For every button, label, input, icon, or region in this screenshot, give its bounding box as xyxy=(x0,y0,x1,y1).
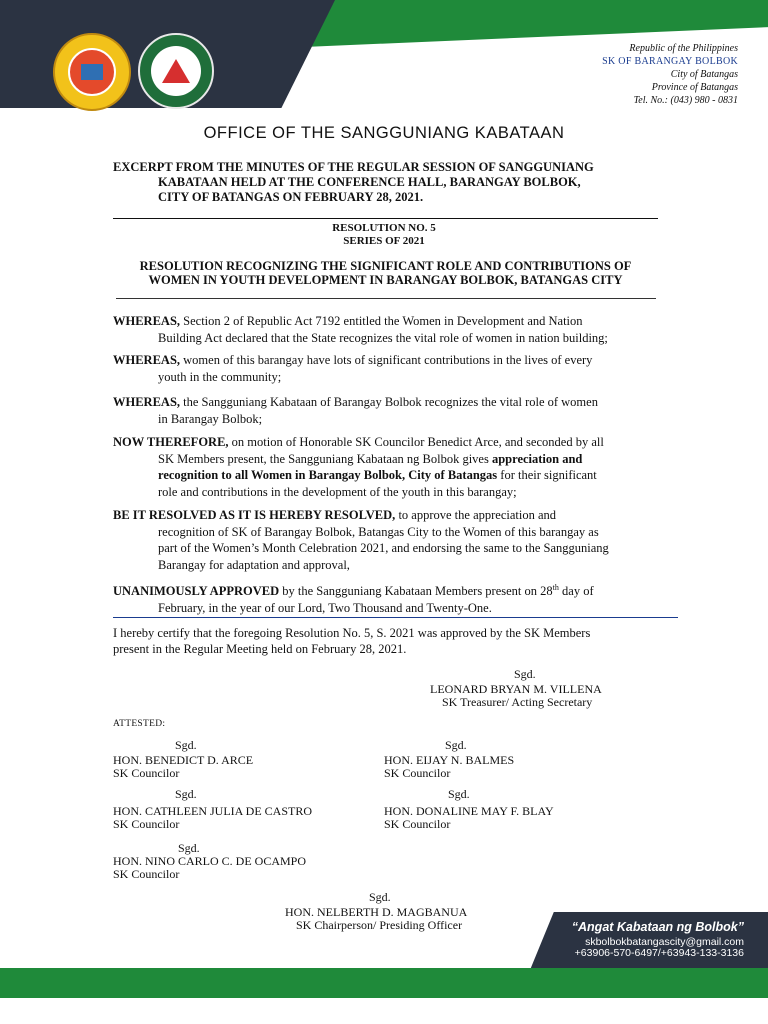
footer-phone: +63906-570-6497/+63943-133-3136 xyxy=(574,947,744,959)
signature-mark: Sgd. xyxy=(445,738,467,752)
whereas-text: youth in the community; xyxy=(158,369,282,384)
whereas-paragraph-3 xyxy=(113,394,656,427)
paragraph-text: for their significant xyxy=(497,468,597,482)
secretary-role: SK Treasurer/ Acting Secretary xyxy=(442,695,593,709)
be-it-resolved-paragraph xyxy=(113,507,656,573)
divider-top xyxy=(113,218,658,219)
councilor-name: HON. CATHLEEN JULIA DE CASTRO xyxy=(113,804,312,818)
councilor-role: SK Councilor xyxy=(384,766,451,780)
chairperson-role: SK Chairperson/ Presiding Officer xyxy=(296,918,463,932)
address-line-tel: Tel. No.: (043) 980 - 0831 xyxy=(633,95,738,106)
certification-line-2: present in the Regular Meeting held on February 28, 2021. xyxy=(113,642,407,656)
councilor-role: SK Councilor xyxy=(113,817,180,831)
excerpt-line-3: CITY OF BATANGAS ON FEBRUARY 28, 2021. xyxy=(158,190,424,204)
certification-text xyxy=(113,625,658,657)
councilor-name: HON. DONALINE MAY F. BLAY xyxy=(384,804,554,818)
excerpt-line-2: KABATAAN HELD AT THE CONFERENCE HALL, BARANGAY BOLBOK, xyxy=(158,175,581,189)
paragraph-text: February, in the year of our Lord, Two Thousand and Twenty-One. xyxy=(158,600,492,615)
signature-mark: Sgd. xyxy=(175,787,197,801)
divider-title xyxy=(116,298,656,299)
now-therefore-paragraph xyxy=(113,434,656,500)
attested-label: ATTESTED: xyxy=(113,719,166,729)
paragraph-bold-text: recognition to all Women in Barangay Bolbok, City of Batangas xyxy=(158,468,498,482)
paragraph-text: to approve the appreciation and xyxy=(395,508,557,522)
letterhead-address xyxy=(602,42,738,107)
paragraph-text: day of xyxy=(558,584,594,599)
now-therefore-lead: NOW THEREFORE, xyxy=(113,435,229,449)
whereas-lead: WHEREAS, xyxy=(113,353,181,367)
resolution-series: SERIES OF 2021 xyxy=(343,235,425,247)
batangas-city-seal-icon xyxy=(53,33,131,111)
footer-motto: “Angat Kabataan ng Bolbok” xyxy=(571,920,744,934)
address-line-province: Province of Batangas xyxy=(651,82,738,93)
paragraph-text: Barangay for adaptation and approval, xyxy=(158,557,350,572)
secretary-name: LEONARD BRYAN M. VILLENA xyxy=(430,682,602,696)
signature-mark: Sgd. xyxy=(175,738,197,752)
footer-green-band xyxy=(0,968,768,998)
councilor-role: SK Councilor xyxy=(384,817,451,831)
whereas-text: Section 2 of Republic Act 7192 entitled the Women in Development and Nation xyxy=(180,314,583,328)
resolution-title xyxy=(113,259,658,287)
address-line-republic: Republic of the Philippines xyxy=(629,43,738,54)
councilor-role: SK Councilor xyxy=(113,766,180,780)
resolution-number: RESOLUTION NO. 5 xyxy=(332,222,436,234)
whereas-paragraph-2 xyxy=(113,352,656,385)
whereas-text: the Sangguniang Kabataan of Barangay Bolbok recognizes the vital role of women xyxy=(180,395,598,409)
councilor-name: HON. EIJAY N. BALMES xyxy=(384,753,515,767)
certification-line-1: I hereby certify that the foregoing Resolution No. 5, S. 2021 was approved by the SK Members xyxy=(113,626,591,640)
excerpt-line-1: EXCERPT FROM THE MINUTES OF THE REGULAR SESSION OF SANGGUNIANG xyxy=(113,160,594,174)
header-green-band xyxy=(255,0,768,48)
councilor-name: HON. NINO CARLO C. DE OCAMPO xyxy=(113,854,307,868)
councilor-role: SK Councilor xyxy=(113,867,180,881)
be-it-resolved-lead: BE IT RESOLVED AS IT IS HEREBY RESOLVED, xyxy=(113,508,396,522)
sk-logo-icon xyxy=(138,33,214,109)
whereas-lead: WHEREAS, xyxy=(113,395,181,409)
signature-mark: Sgd. xyxy=(448,787,470,801)
divider-certification xyxy=(113,617,678,618)
footer-email: skbolbokbatangascity@gmail.com xyxy=(585,936,744,948)
paragraph-text: on motion of Honorable SK Councilor Benedict Arce, and seconded by all xyxy=(228,435,604,449)
paragraph-line xyxy=(113,451,656,468)
whereas-text: Building Act declared that the State recognizes the vital role of women in nation building; xyxy=(158,330,608,345)
paragraph-text: role and contributions in the development of the youth in this barangay; xyxy=(158,484,517,499)
excerpt-heading xyxy=(113,160,658,205)
paragraph-bold-text: appreciation and xyxy=(491,451,583,466)
paragraph-text: by the Sangguniang Kabataan Members present on 28 xyxy=(279,584,553,599)
signature-mark: Sgd. xyxy=(369,890,391,904)
paragraph-line xyxy=(113,467,656,484)
resolution-title-line-2: WOMEN IN YOUTH DEVELOPMENT IN BARANGAY BOLBOK, BATANGAS CITY xyxy=(148,273,623,287)
whereas-text: women of this barangay have lots of significant contributions in the lives of every xyxy=(180,353,593,367)
paragraph-text: part of the Women’s Month Celebration 2021, and endorsing the same to the Sangguniang xyxy=(158,541,609,555)
unanimously-approved-lead: UNANIMOUSLY APPROVED xyxy=(113,584,280,599)
chairperson-name: HON. NELBERTH D. MAGBANUA xyxy=(285,905,468,919)
whereas-lead: WHEREAS, xyxy=(113,314,181,328)
whereas-paragraph-1 xyxy=(113,313,656,346)
signature-mark: Sgd. xyxy=(514,667,536,681)
paragraph-text: SK Members present, the Sangguniang Kabataan ng Bolbok gives xyxy=(158,451,492,466)
ordinal-suffix: th xyxy=(552,583,559,592)
whereas-text: in Barangay Bolbok; xyxy=(158,411,263,426)
signature-mark: Sgd. xyxy=(178,841,200,855)
paragraph-text: recognition of SK of Barangay Bolbok, Batangas City to the Women of this barangay as xyxy=(158,524,599,539)
address-line-city: City of Batangas xyxy=(670,69,738,80)
address-line-sk: SK OF BARANGAY BOLBOK xyxy=(602,56,738,67)
unanimously-approved-paragraph xyxy=(113,580,656,616)
resolution-title-line-1: RESOLUTION RECOGNIZING THE SIGNIFICANT ROLE AND CONTRIBUTIONS OF xyxy=(139,259,632,273)
office-title: OFFICE OF THE SANGGUNIANG KABATAAN xyxy=(203,124,565,142)
councilor-name: HON. BENEDICT D. ARCE xyxy=(113,753,254,767)
